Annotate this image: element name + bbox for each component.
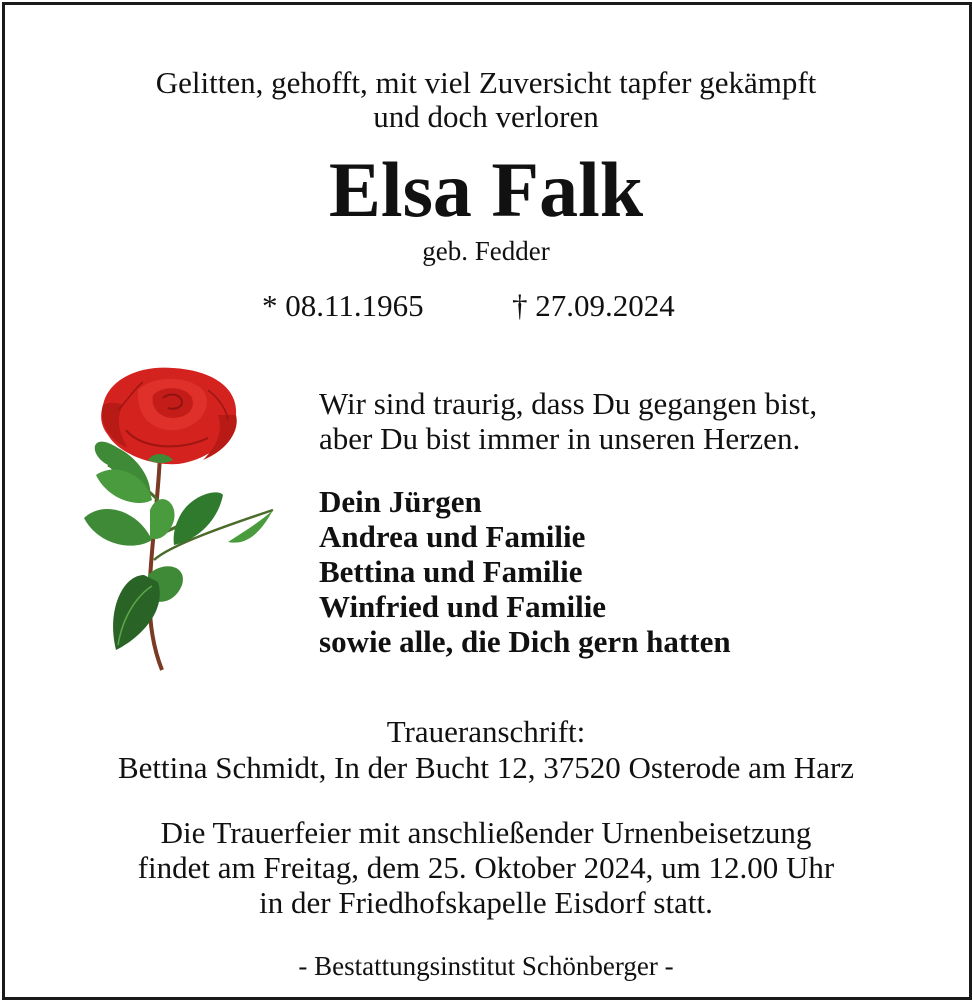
address-label: Traueranschrift: (386, 714, 586, 749)
rose-image (78, 360, 278, 672)
funeral-home: - Bestattungsinstitut Schönberger - (298, 951, 674, 981)
rose-leaf (150, 499, 175, 539)
message-block (319, 386, 939, 659)
motto-line: Gelitten, gehofft, mit viel Zuversicht tapfer gekämpft (155, 65, 817, 100)
rose-stem (150, 455, 163, 670)
maiden-name: geb. Fedder (422, 236, 550, 266)
motto (0, 66, 972, 134)
life-dates (0, 286, 972, 326)
signer-line: Bettina und Familie (319, 554, 583, 589)
service-line: in der Friedhofskapelle Eisdorf statt. (259, 885, 713, 920)
service-line: findet am Freitag, dem 25. Oktober 2024, um 12.00 Uhr (137, 850, 835, 885)
signer-line: Dein Jürgen (319, 484, 482, 519)
service-info (0, 815, 972, 920)
deceased-name: Elsa Falk (328, 146, 644, 233)
mourning-address: Bettina Schmidt, In der Bucht 12, 37520 Osterode am Harz (117, 750, 855, 785)
rose-leaf (228, 510, 273, 543)
signer-line: Andrea und Familie (319, 519, 586, 554)
quote (319, 386, 939, 456)
service-line: Die Trauerfeier mit anschließender Urnenbeisetzung (160, 815, 812, 850)
rose-leaf (84, 509, 152, 546)
signer-line: sowie alle, die Dich gern hatten (319, 624, 731, 659)
quote-line: Wir sind traurig, dass Du gegangen bist, (319, 386, 818, 421)
quote-line: aber Du bist immer in unseren Herzen. (319, 421, 801, 456)
motto-line: und doch verloren (373, 99, 599, 134)
death-date: † 27.09.2024 (512, 288, 675, 323)
signers (319, 484, 939, 659)
signer-line: Winfried und Familie (319, 589, 607, 624)
birth-date: * 08.11.1965 (262, 288, 424, 323)
